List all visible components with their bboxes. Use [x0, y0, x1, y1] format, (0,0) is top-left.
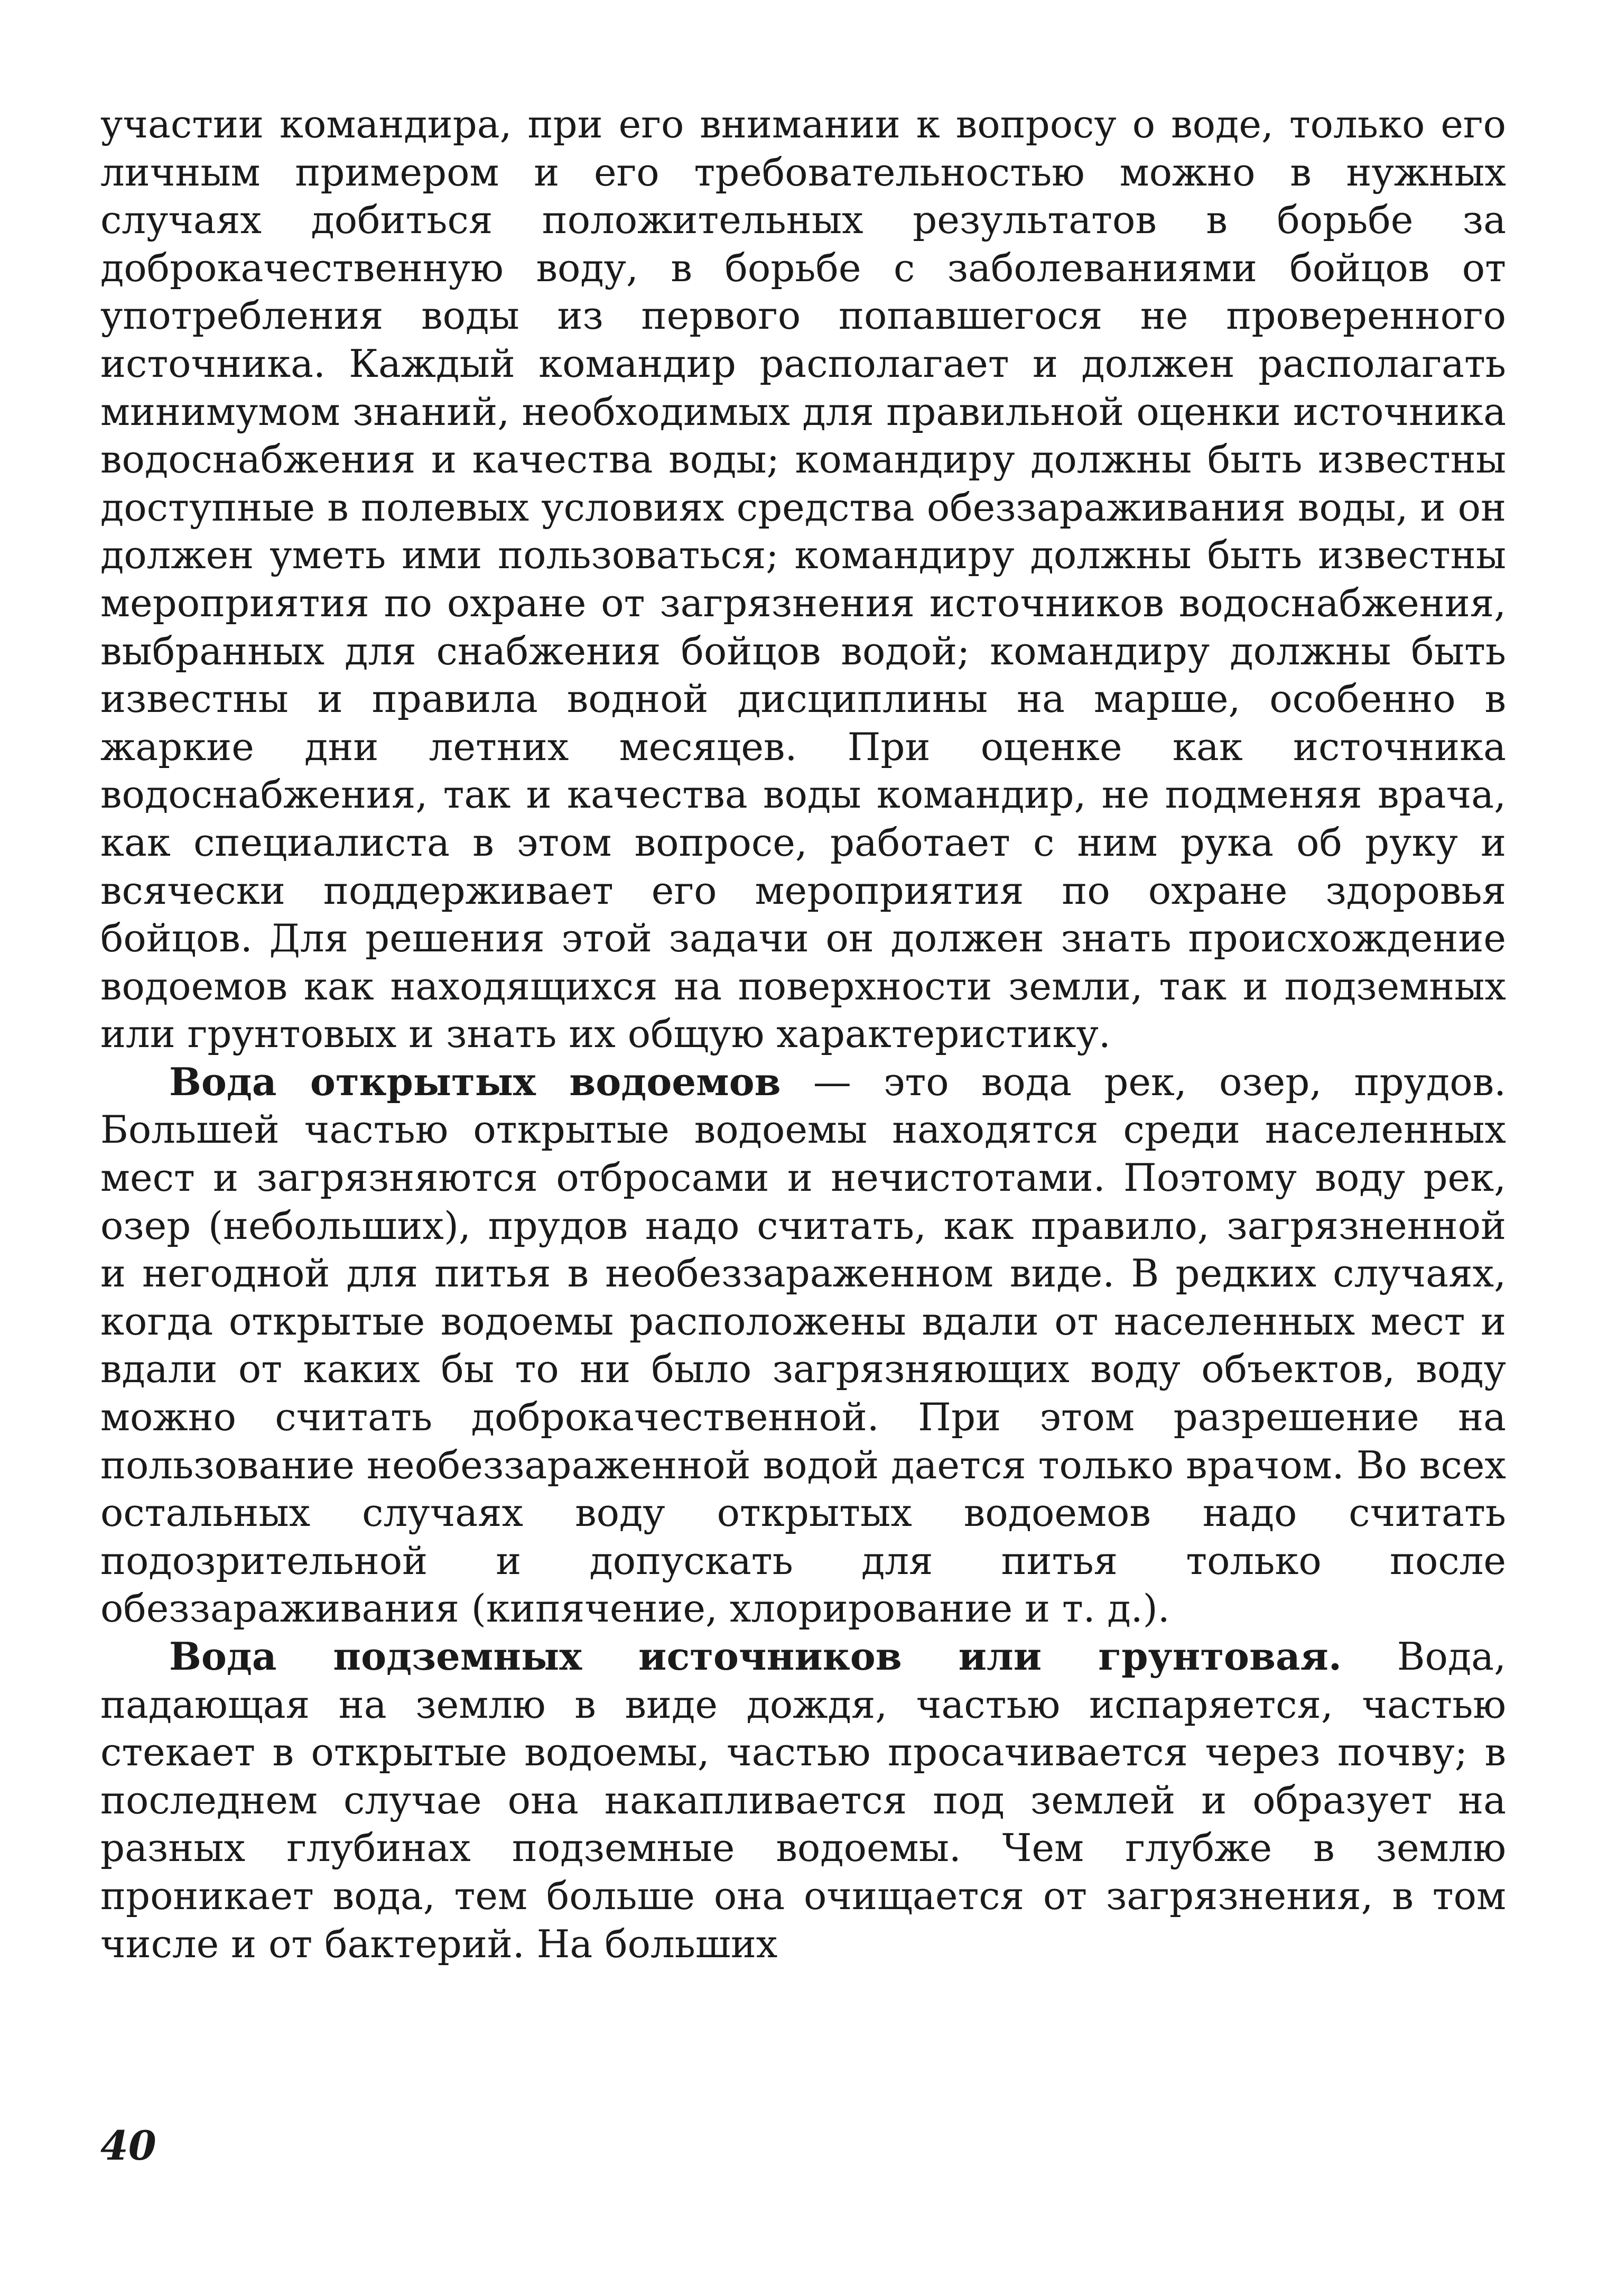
- paragraph-3: [100, 1633, 1506, 1968]
- page-number: 40: [100, 2122, 156, 2169]
- paragraph-2-text: — это вода рек, озер, прудов. Большей частью открытые водоемы находятся среди населенных мест и загрязняются отбросами и нечистотами. Поэтому воду рек, озер (небольших), прудов надо считать, как правило, загрязненной и негодной для питья в необеззараженном виде. В редких случаях, когда открытые водоемы расположены вдали от населенных мест и вдали от каких бы то ни было загрязняющих воду объектов, воду можно считать доброкачественной. При этом разрешение на пользование необеззараженной водой дается только врачом. Во всех остальных случаях воду открытых водоемов надо считать подозрительной и допускать для питья только после обеззараживания (кипячение, хлорирование и т. д.).: [100, 1059, 1507, 1631]
- paragraph-2-heading: Вода открытых водоемов: [169, 1059, 781, 1104]
- paragraph-3-text: Вода, падающая на землю в виде дождя, частью испаряется, частью стекает в открытые водоемы, частью просачивается через почву; в последнем случае она накапливается под землей и образует на разных глубинах подземные водоемы. Чем глубже в землю проникает вода, тем больше она очищается от загрязнения, в том числе и от бактерий. На больших: [100, 1634, 1506, 1966]
- paragraph-2: [100, 1058, 1506, 1633]
- paragraph-1: [100, 100, 1506, 1058]
- paragraph-3-heading: Вода подземных источников или грунтовая.: [169, 1634, 1342, 1679]
- book-page: [100, 100, 1506, 2215]
- paragraph-1-text: участии командира, при его внимании к вопросу о воде, только его личным примером и его требовательностью можно в нужных случаях добиться положительных результатов в борьбе за доброкачественную воду, в борьбе с заболеваниями бойцов от употребления воды из первого попавшегося не проверенного источника. Каждый командир располагает и должен располагать минимумом знаний, необходимых для правильной оценки источника водоснабжения и качества воды; командиру должны быть известны доступные в полевых условиях средства обеззараживания воды, и он должен уметь ими пользоваться; командиру должны быть известны мероприятия по охране от загрязнения источников водоснабжения, выбранных для снабжения бойцов водой; командиру должны быть известны и правила водной дисциплины на марше, особенно в жаркие дни летних месяцев. При оценке как источника водоснабжения, так и качества воды командир, не подменяя врача, как специалиста в этом вопросе, работает с ним рука об руку и всячески поддерживает его мероприятия по охране здоровья бойцов. Для решения этой задачи он должен знать происхождение водоемов как находящихся на поверхности земли, так и подземных или грунтовых и знать их общую характеристику.: [100, 102, 1506, 1057]
